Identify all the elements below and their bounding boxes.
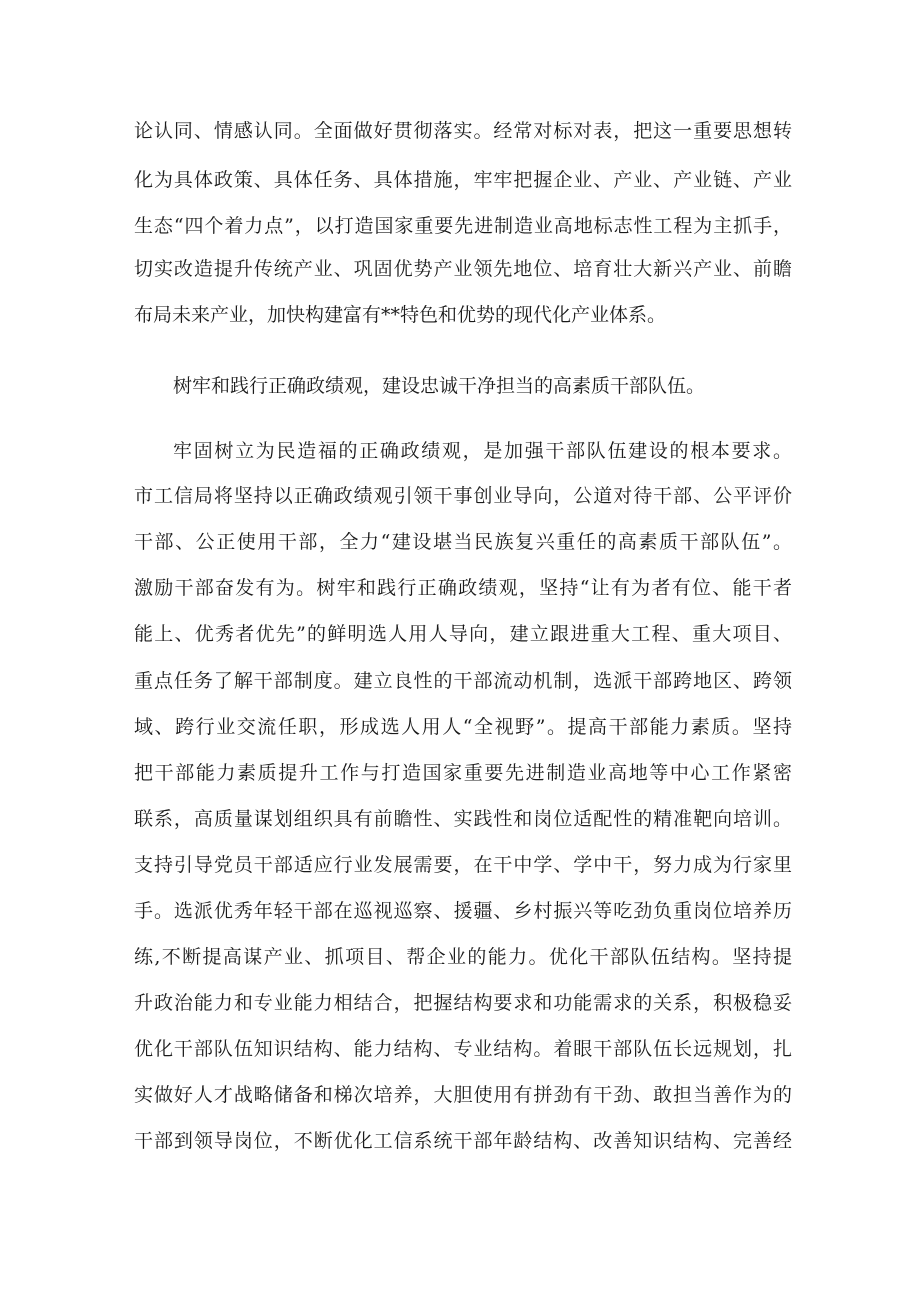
text-line (0, 568, 920, 608)
text-line-content: 练,不断提高谋产业、抓项目、帮企业的能力。优化干部队伍结构。坚持提 (134, 946, 794, 968)
text-line-content: 升政治能力和专业能力相结合，把握结构要求和功能需求的关系，积极稳妥 (134, 992, 793, 1014)
text-line (0, 431, 920, 471)
text-line (0, 937, 920, 977)
text-line (0, 1029, 920, 1069)
text-line-content: 激励干部奋发有为。树牢和践行正确政绩观，坚持“让有为者有位、能干者 (134, 577, 794, 599)
text-line (0, 185, 920, 237)
text-line (0, 1075, 920, 1115)
text-line (0, 476, 920, 516)
text-line-content: 论认同、情感认同。全面做好贯彻落实。经常对标对表，把这一重要思想转 (134, 120, 793, 142)
text-line (0, 707, 920, 747)
text-line-content: 切实改造提升传统产业、巩固优势产业领先地位、培育壮大新兴产业、前瞻 (134, 258, 793, 280)
text-line-content: 布局未来产业，加快构建富有**特色和优势的现代化产业体系。 (134, 304, 667, 326)
text-line (0, 845, 920, 885)
text-line-content: 域、跨行业交流任职，形成选人用人“全视野”。提高干部能力素质。坚持 (134, 716, 794, 738)
text-line-content: 牢固树立为民造福的正确政绩观，是加强干部队伍建设的根本要求。 (173, 440, 794, 462)
section-heading (0, 366, 920, 406)
text-line-content: 市工信局将坚持以正确政绩观引领干事创业导向，公道对待干部、公平评价 (134, 485, 793, 507)
text-line-content: 联系，高质量谋划组织具有前瞻性、实践性和岗位适配性的精准靶向培训。 (134, 808, 793, 830)
text-line (0, 983, 920, 1023)
text-line (0, 661, 920, 701)
text-line (0, 891, 920, 931)
text-line-content: 手。选派优秀年轻干部在巡视巡察、援疆、乡村振兴等吃劲负重岗位培养历 (134, 900, 793, 922)
text-line (0, 753, 920, 793)
text-line (0, 111, 920, 151)
text-line (0, 1121, 920, 1161)
text-line-content: 支持引导党员干部适应行业发展需要，在干中学、学中干，努力成为行家里 (134, 854, 793, 876)
text-line (0, 522, 920, 562)
text-line (0, 799, 920, 839)
text-line (0, 614, 920, 654)
text-line-content: 树牢和践行正确政绩观，建设忠诚干净担当的高素质干部队伍。 (173, 375, 706, 397)
text-line-content: 干部、公正使用干部，全力“建设堪当民族复兴重任的高素质干部队伍”。 (134, 531, 794, 553)
text-line-content: 化为具体政策、具体任务、具体措施，牢牢把握企业、产业、产业链、产业 (134, 169, 793, 191)
text-line-content: 能上、优秀者优先”的鲜明选人用人导向，建立跟进重大工程、重大项目、 (134, 623, 794, 645)
text-line-content: 把干部能力素质提升工作与打造国家重要先进制造业高地等中心工作紧密 (134, 762, 794, 784)
text-line (0, 295, 920, 335)
text-line-content: 优化干部队伍知识结构、能力结构、专业结构。着眼干部队伍长远规划，扎 (134, 1038, 793, 1060)
text-line (0, 249, 920, 289)
text-line-content: 重点任务了解干部制度。建立良性的干部流动机制，选派干部跨地区、跨领 (134, 670, 793, 692)
text-line-content: 生态“四个着力点”，以打造国家重要先进制造业高地标志性工程为主抓手， (134, 215, 793, 237)
text-line-content: 干部到领导岗位，不断优化工信系统干部年龄结构、改善知识结构、完善经 (134, 1130, 793, 1152)
text-line-content: 实做好人才战略储备和梯次培养，大胆使用有拼劲有干劲、敢担当善作为的 (134, 1084, 793, 1106)
